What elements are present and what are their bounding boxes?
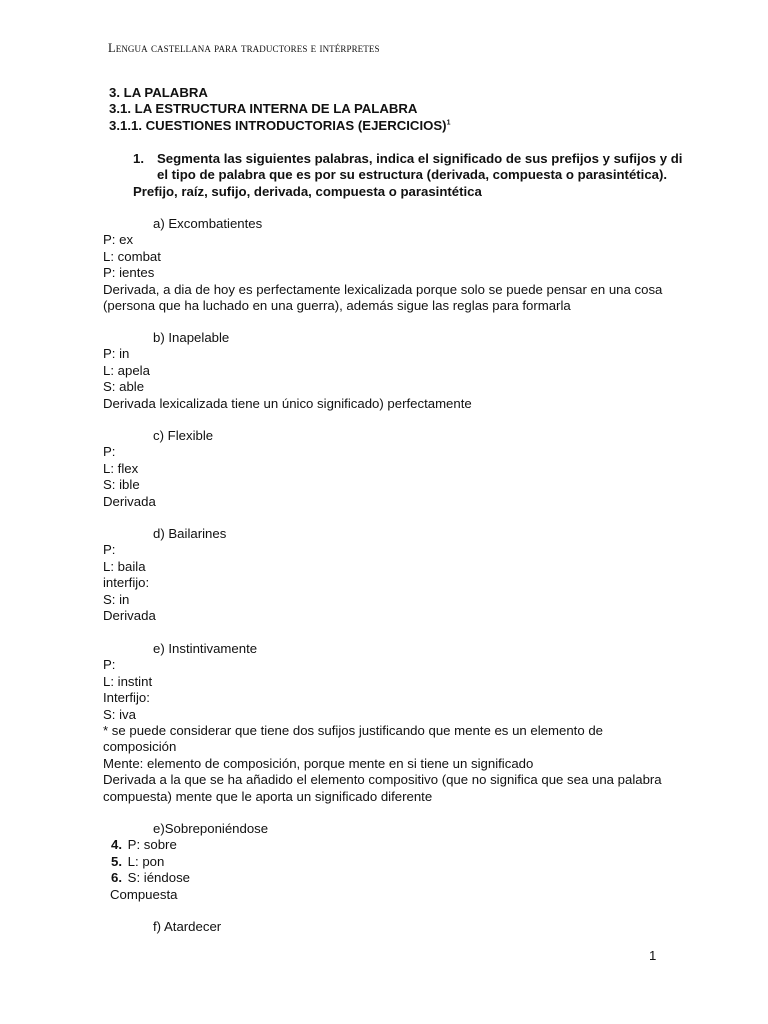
answer-explanation: Derivada, a dia de hoy es perfectamente lexicalizada porque solo se puede pensar en una cosa (persona que ha luchado en una guerra), además sigue las reglas para formarla <box>103 281 663 314</box>
running-header: Lengua castellana para traductores e intérpretes <box>108 41 380 55</box>
heading-subsection-text: 3.1.1. CUESTIONES INTRODUCTORIAS (EJERCICIOS) <box>109 117 447 133</box>
heading-chapter: 3. LA PALABRA <box>109 85 208 100</box>
answer-line: P: <box>103 444 116 460</box>
answer-line: P: ientes <box>103 265 155 281</box>
answer-f <box>103 919 663 935</box>
answer-line: S: iva <box>103 706 136 722</box>
answer-d <box>103 526 663 624</box>
answer-line: Derivada <box>103 608 156 624</box>
list-number: 6. <box>111 870 122 886</box>
answer-title: a) Excombatientes <box>153 216 263 231</box>
list-text: P: sobre <box>127 837 177 853</box>
list-item <box>111 837 663 853</box>
answer-line: L: instint <box>103 673 153 689</box>
exercise-instruction: Segmenta las siguientes palabras, indica el significado de sus prefijos y sufijos y di el tipo de palabra que es por su estructura (derivada, compuesta o parasintética). <box>157 151 683 183</box>
answer-line: S: able <box>103 379 145 395</box>
answer-line: S: in <box>103 591 130 607</box>
exercise-subtitle: Prefijo, raíz, sufijo, derivada, compuesta o parasintética <box>133 183 482 199</box>
answer-line: L: flex <box>103 460 139 476</box>
answer-line: P: ex <box>103 232 134 248</box>
answer-title: e) Instintivamente <box>153 641 258 656</box>
answer-title: e)Sobreponiéndose <box>153 821 269 836</box>
answer-note: * se puede considerar que tiene dos sufijos justificando que mente es un elemento de composición <box>103 723 603 755</box>
numbered-list <box>103 837 663 886</box>
answer-title: f) Atardecer <box>153 919 222 934</box>
answer-title: d) Bailarines <box>153 526 227 541</box>
answer-line: Derivada <box>103 493 156 509</box>
answer-line: Compuesta <box>110 886 178 902</box>
page-number: 1 <box>649 948 657 963</box>
answer-a <box>103 216 663 314</box>
answer-line: Interfijo: <box>103 690 150 706</box>
answer-e <box>103 641 663 805</box>
answer-line: Mente: elemento de composición, porque mente en si tiene un significado <box>103 755 534 771</box>
answer-title: c) Flexible <box>153 428 214 443</box>
heading-subsection <box>109 118 450 134</box>
exercise-number: 1. <box>133 151 144 166</box>
list-item <box>111 870 663 886</box>
answer-line: L: baila <box>103 558 146 574</box>
answer-e2 <box>103 821 663 903</box>
section-headings <box>109 85 450 134</box>
answer-b <box>103 330 663 412</box>
exercise-statement <box>133 151 693 200</box>
answer-line: P: in <box>103 346 130 362</box>
answer-line: S: ible <box>103 477 140 493</box>
list-number: 4. <box>111 837 122 853</box>
answer-line: L: apela <box>103 362 150 378</box>
list-text: S: iéndose <box>127 870 190 886</box>
answer-line: interfijo: <box>103 575 150 591</box>
answer-line: L: combat <box>103 248 161 264</box>
answer-line: P: <box>103 657 116 673</box>
answer-title: b) Inapelable <box>153 330 230 345</box>
answer-explanation: Derivada a la que se ha añadido el elemento compositivo (que no significa que sea una palabra compuesta) mente que le aporta un significado diferente <box>103 772 662 804</box>
answer-c <box>103 428 663 510</box>
list-number: 5. <box>111 853 122 869</box>
list-item <box>111 854 663 870</box>
footnote-marker: 1 <box>446 119 451 127</box>
heading-section: 3.1. LA ESTRUCTURA INTERNA DE LA PALABRA <box>109 101 418 117</box>
list-text: L: pon <box>127 853 165 869</box>
answer-line: Derivada lexicalizada tiene un único significado) perfectamente <box>103 395 472 411</box>
answer-line: P: <box>103 542 116 558</box>
